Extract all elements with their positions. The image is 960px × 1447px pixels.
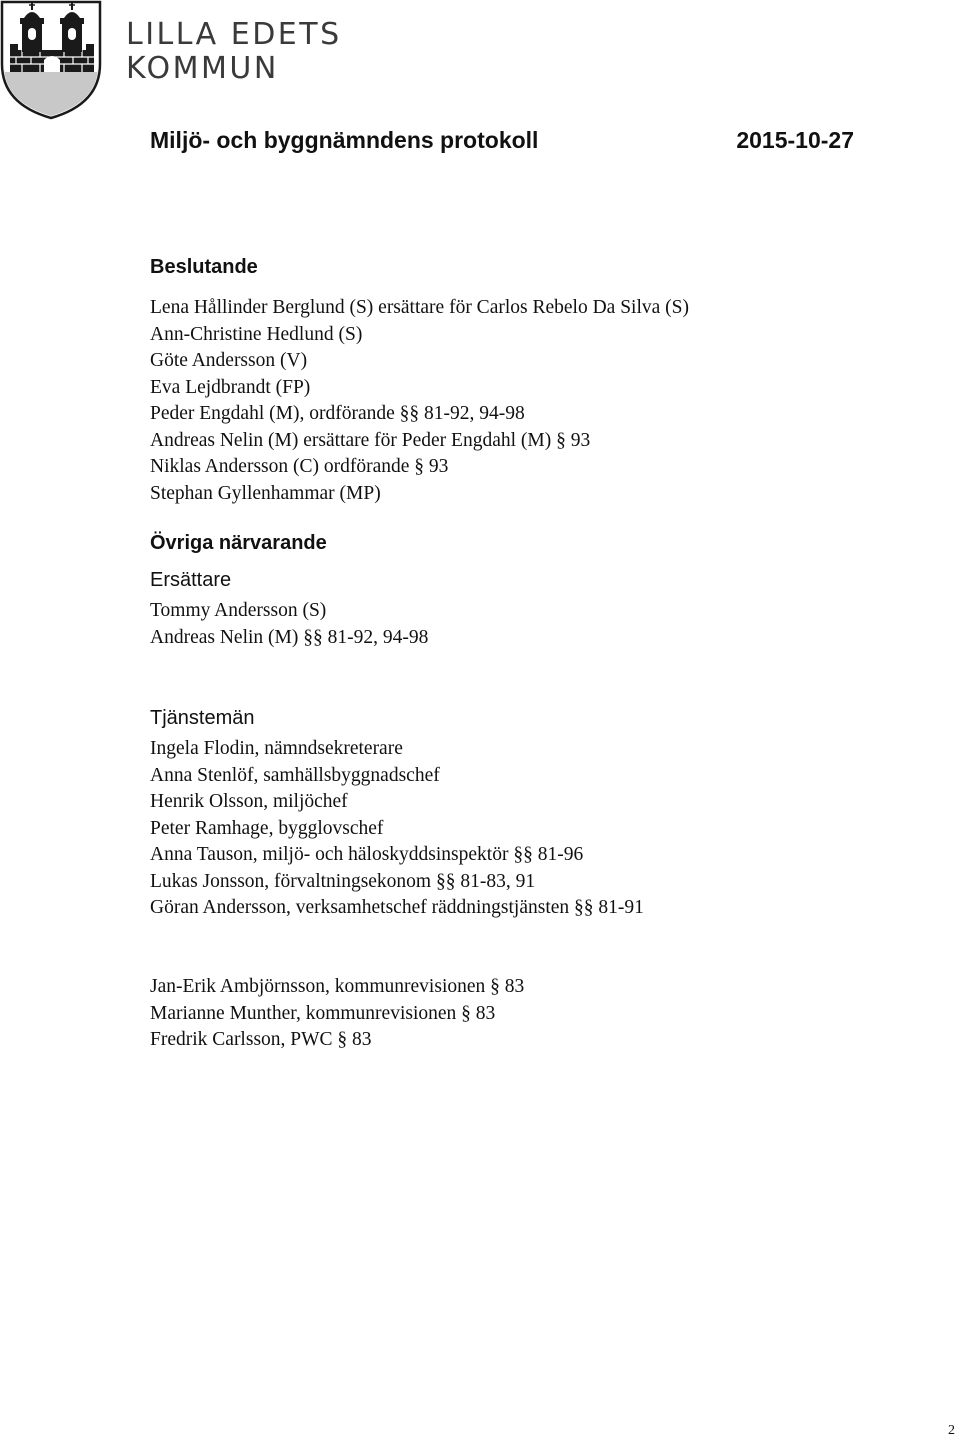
list-item: Stephan Gyllenhammar (MP) [150, 482, 381, 504]
list-item: Lena Hållinder Berglund (S) ersättare för Carlos Rebelo Da Silva (S) [150, 297, 689, 318]
municipality-wordmark [126, 18, 342, 86]
list-item: Peder Engdahl (M), ordförande §§ 81-92, 94-98 [150, 403, 525, 424]
ersattare-list [150, 598, 428, 651]
document-title: Miljö- och byggnämndens protokoll [150, 127, 539, 153]
list-item: Anna Tauson, miljö- och häloskyddsinspektör §§ 81-96 [150, 844, 584, 865]
list-item: Niklas Andersson (C) ordförande § 93 [150, 456, 449, 477]
heading-beslutande: Beslutande [150, 256, 258, 278]
document-date: 2015-10-27 [736, 127, 854, 153]
list-item: Henrik Olsson, miljöchef [150, 791, 348, 812]
section-others [150, 974, 524, 1054]
list-item: Fredrik Carlsson, PWC § 83 [150, 1029, 372, 1050]
list-item: Ingela Flodin, nämndsekreterare [150, 738, 403, 759]
tjansteman-list [150, 736, 644, 922]
list-item: Anna Stenlöf, samhällsbyggnadschef [150, 764, 440, 786]
heading-ersattare: Ersättare [150, 569, 232, 591]
section-beslutande [150, 255, 689, 507]
list-item: Andreas Nelin (M) §§ 81-92, 94-98 [150, 626, 429, 648]
list-item: Göran Andersson, verksamhetschef räddningstjänsten §§ 81-91 [150, 897, 644, 918]
heading-tjansteman: Tjänstemän [150, 707, 255, 729]
list-item: Andreas Nelin (M) ersättare för Peder Engdahl (M) § 93 [150, 429, 591, 451]
municipality-crest-logo [0, 0, 104, 120]
list-item: Jan-Erik Ambjörnsson, kommunrevisionen § 83 [150, 976, 525, 997]
heading-ovriga-narvarande: Övriga närvarande [150, 532, 327, 554]
section-tjansteman [150, 706, 644, 922]
list-item: Tommy Andersson (S) [150, 600, 327, 621]
list-item: Lukas Jonsson, förvaltningsekonom §§ 81-83, 91 [150, 870, 536, 892]
list-item: Eva Lejdbrandt (FP) [150, 376, 311, 398]
list-item: Peter Ramhage, bygglovschef [150, 817, 384, 839]
beslutande-list [150, 295, 689, 507]
others-list [150, 974, 524, 1054]
wordmark-line-2: KOMMUN [126, 51, 279, 86]
list-item: Ann-Christine Hedlund (S) [150, 323, 363, 345]
section-ovriga-narvarande [150, 531, 428, 651]
list-item: Göte Andersson (V) [150, 350, 308, 371]
wordmark-line-1: LILLA EDETS [126, 17, 342, 52]
list-item: Marianne Munther, kommunrevisionen § 83 [150, 1002, 496, 1024]
page-number: 2 [948, 1423, 955, 1438]
